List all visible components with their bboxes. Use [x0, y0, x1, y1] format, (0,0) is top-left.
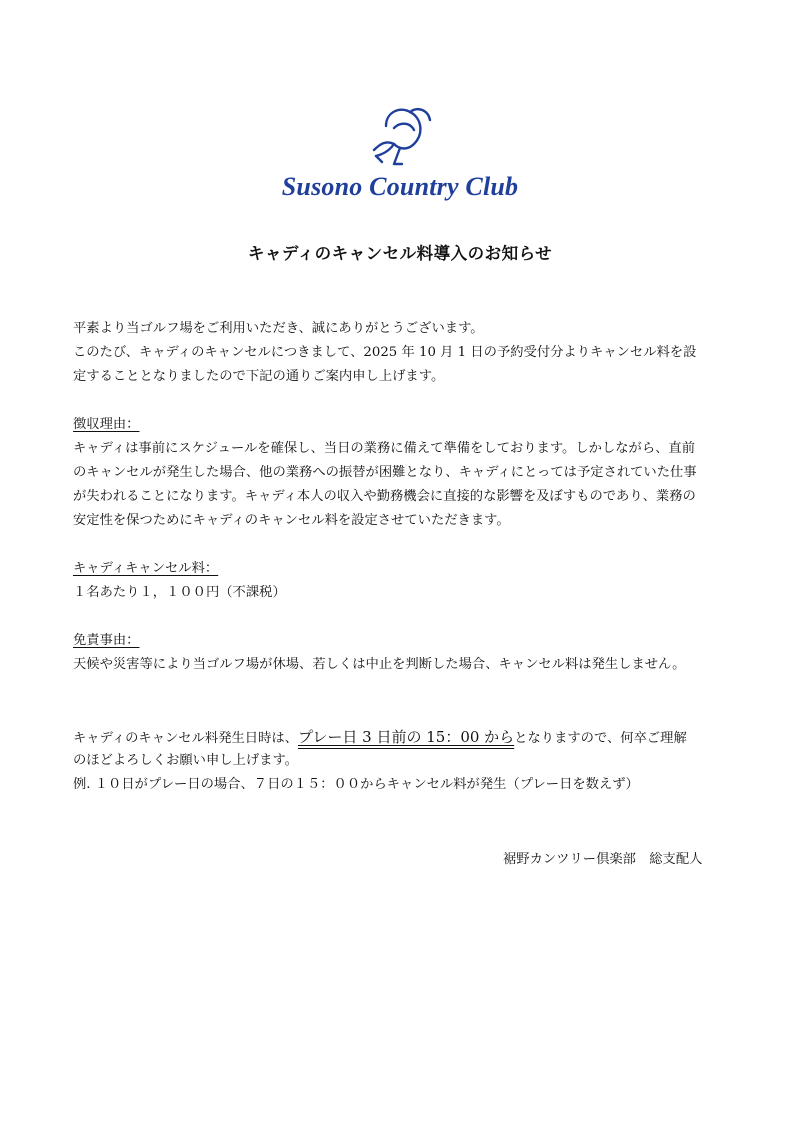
reason-line: キャディは事前にスケジュールを確保し、当日の業務に備えて準備をしております。しかしながら、直前 — [73, 441, 696, 456]
reason-line: のキャンセルが発生した場合、他の業務への振替が困難となり、キャディにとっては予定されていた仕事 — [73, 465, 697, 480]
timing-line-2: のほどよろしくお願い申し上げます。 — [73, 753, 298, 768]
reason-line: 安定性を保つためにキャディのキャンセル料を設定させていただきます。 — [73, 513, 510, 528]
fee-amount: １名あたり１，１００円（不課税） — [73, 585, 286, 600]
exemption-line: 天候や災害等により当ゴルフ場が休場、若しくは中止を判断した場合、キャンセル料は発生しません。 — [73, 657, 686, 672]
intro-line: 平素より当ゴルフ場をご利用いただき、誠にありがとうございます。 — [73, 321, 484, 336]
reason-heading: 徴収理由： — [73, 417, 140, 432]
intro-line: このたび、キャディのキャンセルにつきまして、2025 年 10 月 1 日の予約受付分よりキャンセル料を設 — [73, 345, 697, 360]
logo-text: Susono Country Club — [281, 172, 519, 201]
fee-heading: キャディキャンセル料： — [73, 561, 219, 576]
signature: 裾野カンツリー倶楽部 総支配人 — [503, 852, 703, 867]
intro-line: 定することとなりましたので下記の通りご案内申し上げます。 — [73, 369, 445, 384]
timing-example: 例. １０日がプレー日の場合、７日の１５：００からキャンセル料が発生（プレー日を数えず） — [73, 777, 639, 792]
reason-line: が失われることになります。キャディ本人の収入や勤務機会に直接的な影響を及ぼすものであり、業務の — [73, 489, 696, 504]
timing-line — [73, 725, 687, 751]
timing-after: となりますので、何卒ご理解 — [514, 731, 687, 746]
club-logo — [0, 104, 800, 202]
exemption-heading: 免責事由： — [73, 633, 140, 648]
golfer-bird-icon — [364, 104, 436, 170]
timing-before: キャディのキャンセル料発生日時は、 — [73, 731, 298, 746]
timing-highlight: プレー日 3 日前の 15：00 から — [297, 728, 515, 746]
page-title: キャディのキャンセル料導入のお知らせ — [247, 244, 553, 263]
